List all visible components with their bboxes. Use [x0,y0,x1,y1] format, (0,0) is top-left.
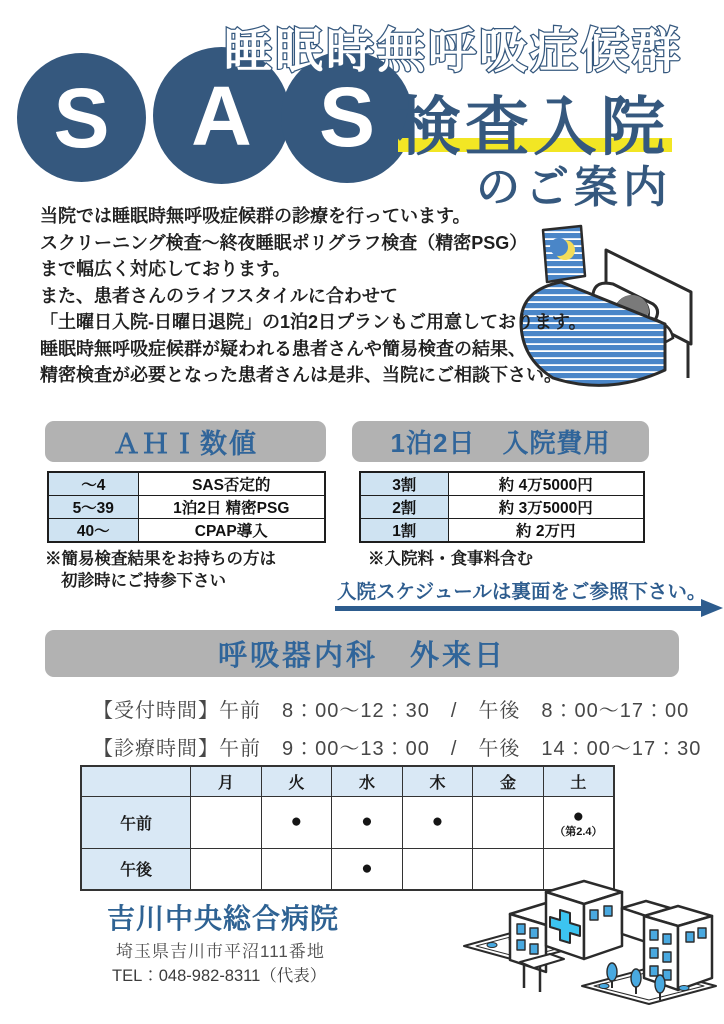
intro-paragraph [40,203,587,389]
outpatient-heading-bar [45,630,679,677]
schedule-cell [191,796,262,848]
day-header: 金 [473,766,544,796]
row-label-pm: 午後 [81,848,191,890]
fee-heading: 1泊2日 入院費用 [390,428,611,458]
table-row [360,472,644,496]
hospital-building-illustration [462,866,721,1024]
schedule-cell [473,796,544,848]
ahi-table [47,471,326,543]
fee-price: 約 3万5000円 [448,496,644,519]
schedule-cell: ● [332,796,403,848]
ahi-result: CPAP導入 [138,519,325,543]
fee-price: 約 4万5000円 [448,472,644,496]
table-row [48,472,325,496]
ahi-result: 1泊2日 精密PSG [138,496,325,519]
reception-hours: 【受付時間】午前 8：00～12：30 / 午後 8：00～17：00 [93,700,690,722]
schedule-cell [191,848,262,890]
intro-line: 当院では睡眠時無呼吸症候群の診療を行っています。 [40,206,471,226]
table-row [48,519,325,543]
day-header: 木 [402,766,473,796]
row-label-am: 午前 [81,796,191,848]
hospital-address: 埼玉県吉川市平沼111番地 [116,942,325,961]
ahi-range: 40～ [48,519,138,543]
intro-line: 「土曜日入院-日曜日退院」の1泊2日プランもご用意しております。 [40,312,587,332]
intro-line: また、患者さんのライフスタイルに合わせて [40,285,398,306]
fee-heading-bar [352,421,649,462]
day-header: 土 [543,766,614,796]
corner-cell [81,766,191,796]
outpatient-heading: 呼吸器内科 外来日 [217,640,506,672]
morning-row [81,796,614,848]
fee-ratio: 3割 [360,472,448,496]
ahi-heading: ＡＨＩ数値 [113,429,258,459]
sas-letter-s1: S [53,70,110,165]
schedule-cell: ● [332,848,403,890]
sas-circle-1 [17,53,146,182]
intro-line: まで幅広く対応しております。 [40,259,291,279]
table-row [48,496,325,519]
ahi-heading-bar [45,421,326,462]
intro-line: スクリーニング検査～終夜睡眠ポリグラフ検査（精密PSG） [40,232,528,253]
day-header: 火 [261,766,332,796]
weekday-header-row [81,766,614,796]
table-row [360,496,644,519]
day-header: 水 [332,766,403,796]
page-title: 検査入院 [397,91,669,163]
ahi-note [45,548,276,592]
fee-price: 約 2万円 [448,519,644,543]
table-row [360,519,644,543]
intro-line: 睡眠時無呼吸症候群が疑われる患者さんや簡易検査の結果、 [40,338,526,359]
outpatient-hours [93,692,701,768]
ahi-note-line1: ※簡易検査結果をお持ちの方は [45,550,276,568]
sas-letter-a: A [191,68,252,163]
fee-ratio: 2割 [360,496,448,519]
schedule-cell: ● [261,796,332,848]
day-header: 月 [191,766,262,796]
ahi-result: SAS否定的 [138,472,325,496]
ahi-range: 5～39 [48,496,138,519]
right-arrow-icon [335,599,723,617]
hospital-tel: TEL：048-982-8311（代表） [112,967,327,985]
schedule-cell: ● [402,796,473,848]
consultation-hours: 【診療時間】午前 9：00～13：00 / 午後 14：00～17：30 [93,738,702,760]
fee-ratio: 1割 [360,519,448,543]
ahi-range: ～4 [48,472,138,496]
sas-letter-s2: S [318,70,376,164]
condition-name-ribbon: 睡眠時無呼吸症候群 [224,25,684,78]
intro-line: 精密検査が必要となった患者さんは是非、当院にご相談下さい。 [40,365,562,385]
fee-table [359,471,645,543]
saturday-note: （第2.4） [554,826,603,838]
page-subtitle: のご案内 [476,163,672,212]
dot-mark: ● [572,806,585,827]
schedule-cell [261,848,332,890]
fee-note: ※入院料・食事料含む [368,550,533,568]
schedule-cell-saturday [543,796,614,848]
hospital-name: 吉川中央総合病院 [107,903,340,934]
schedule-reference-note: 入院スケジュールは裏面をご参照下さい。 [337,581,707,603]
ahi-note-line2: 初診時にご持参下さい [61,572,226,590]
